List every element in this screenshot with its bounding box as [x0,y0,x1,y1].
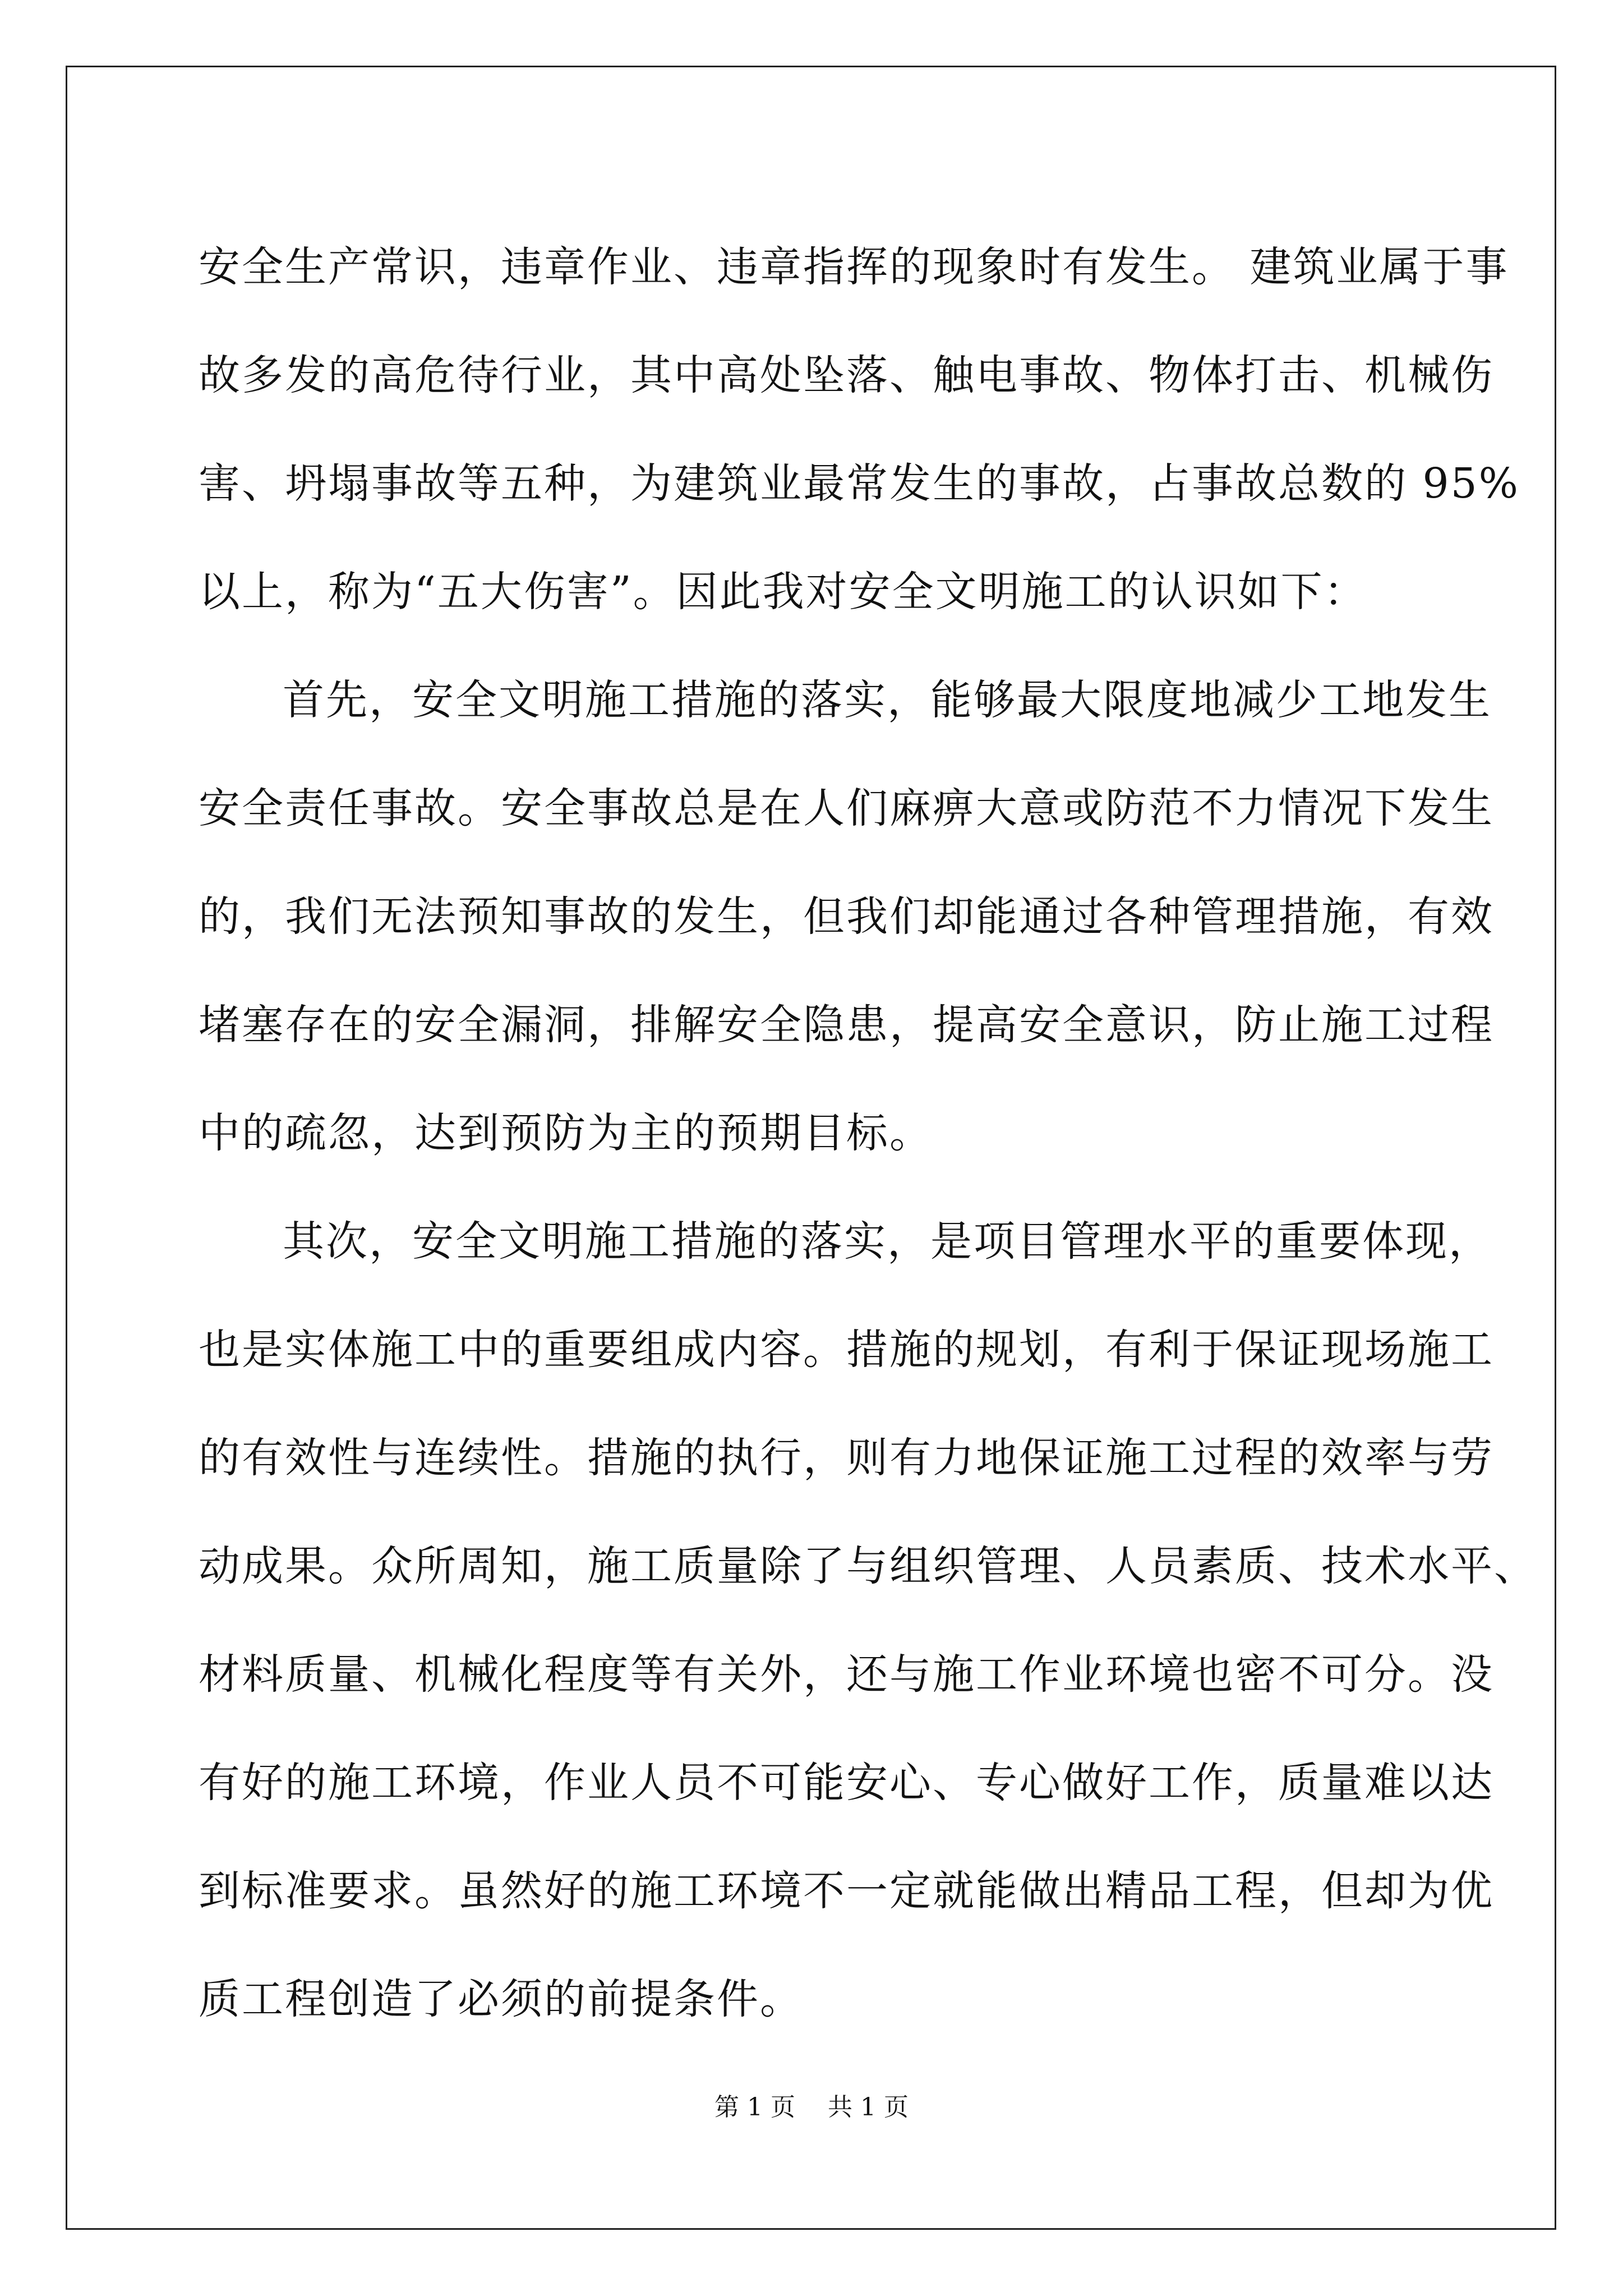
page-total: 共 1 页 [828,2093,909,2122]
text-line: 材料质量、机械化程度等有关外，还与施工作业环境也密不可分。没 [199,1650,1494,1699]
text-line: 害、坍塌事故等五种，为建筑业最常发生的事故，占事故总数的 95% [199,459,1520,508]
text-line: 以上，称为“五大伤害”。因此我对安全文明施工的认识如下： [199,568,1367,616]
document-body [199,213,1537,2054]
paragraph-first-line: 其次，安全文明施工措施的落实，是项目管理水平的重要体现， [283,1217,1492,1266]
text-line: 到标准要求。虽然好的施工环境不一定就能做出精品工程，但却为优 [199,1867,1494,1915]
text-line: 质工程创造了必须的前提条件。 [199,1975,803,2023]
text-line: 动成果。众所周知，施工质量除了与组织管理、人员素质、技术水平、 [199,1542,1537,1590]
text-line: 有好的施工环境，作业人员不可能安心、专心做好工作，质量难以达 [199,1759,1494,1807]
text-line: 安全生产常识，违章作业、违章指挥的现象时有发生。 建筑业属于事 [199,243,1509,291]
paragraph-first-line: 首先，安全文明施工措施的落实，能够最大限度地减少工地发生 [283,676,1492,724]
text-line: 中的疏忽，达到预防为主的预期目标。 [199,1109,933,1157]
text-line: 故多发的高危待行业，其中高处坠落、触电事故、物体打击、机械伤 [199,351,1494,399]
page-footer [0,2087,1623,2123]
text-line: 安全责任事故。安全事故总是在人们麻痹大意或防范不力情况下发生 [199,784,1494,832]
text-line: 的有效性与连续性。措施的执行，则有力地保证施工过程的效率与劳 [199,1434,1494,1482]
text-line: 也是实体施工中的重要组成内容。措施的规划，有利于保证现场施工 [199,1326,1494,1374]
text-line: 堵塞存在的安全漏洞，排解安全隐患，提高安全意识，防止施工过程 [199,1001,1494,1049]
text-line: 的，我们无法预知事故的发生，但我们却能通过各种管理措施，有效 [199,892,1494,941]
page-number: 第 1 页 [714,2093,795,2122]
